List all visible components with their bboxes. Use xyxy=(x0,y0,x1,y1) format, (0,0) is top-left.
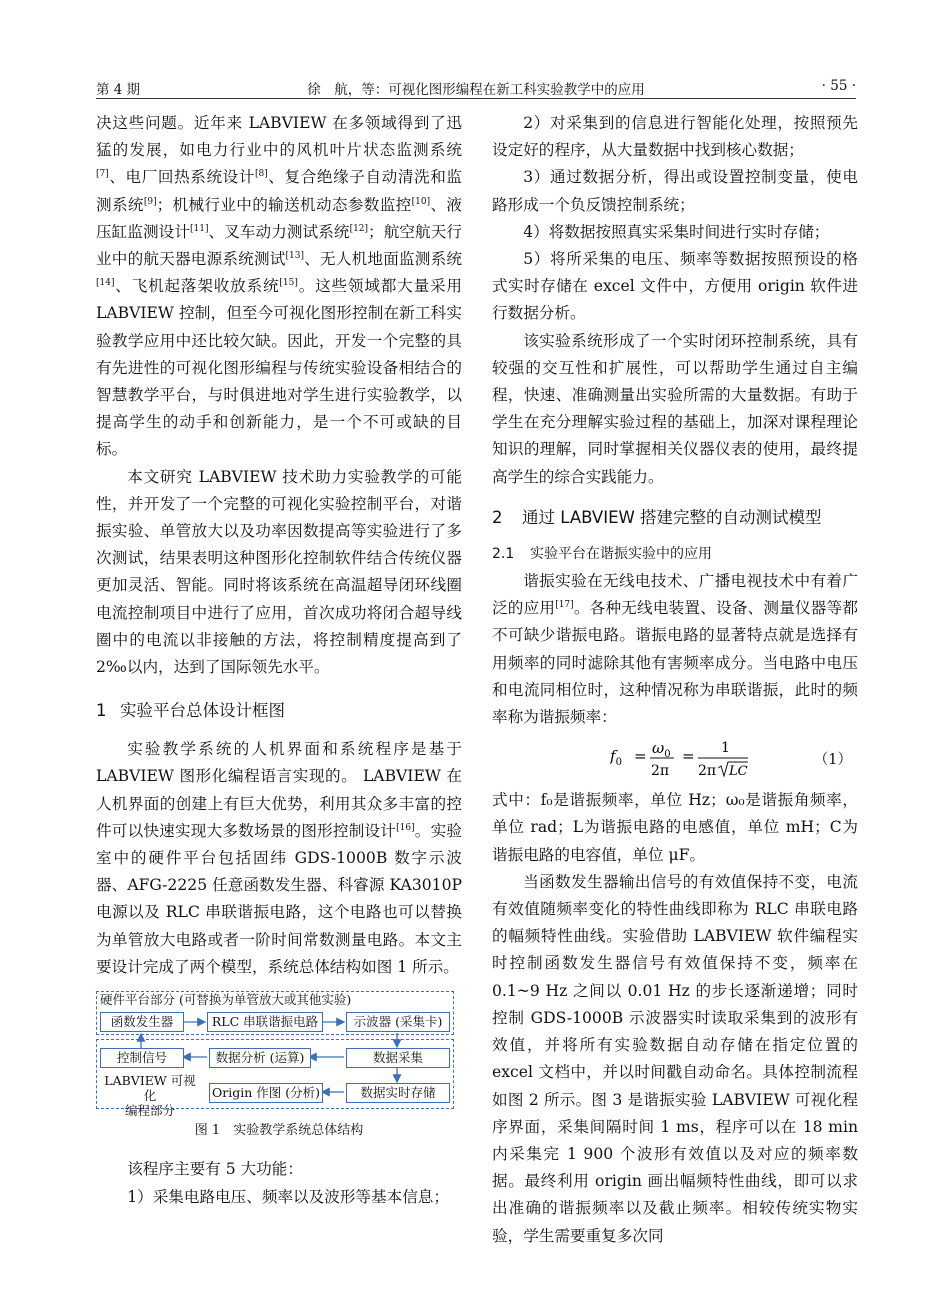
paragraph-intro-continued: 决这些问题。近年来 LABVIEW 在多领域得到了迅猛的发展，如电力行业中的风机叶片状态监测系统[7]、电厂回热系统设计[8]、复合绝缘子自动清洗和监测系统[9]；机械行业中的输送机动态参数监控[10]、液压缸监测设计[11]、叉车动力测试系统[12]；航空航天行业中的航天器电源系统测试[13]、无人机地面监测系统[14]、飞机起落架收放系统[15]。这些领域都大量采用 LABVIEW 控制，但至今可视化图形控制在新工科实验教学应用中还比较欠缺。因此，开发一个完整的具有先进性的可视化图形编程与传统实验设备相结合的智慧教学平台，与时俱进地对学生进行实验教学，以提高学生的动手和创新能力，是一个不可或缺的目标。 xyxy=(96,114,462,459)
equation-1 xyxy=(492,733,858,785)
paragraph-frequency-response: 当函数发生器输出信号的有效值保持不变，电流有效值随频率变化的特性曲线即称为 RLC 串联电路的幅频特性曲线。实验借助 LABVIEW 软件编程实时控制函数发生器信号有效值保持不变，频率在 0.1~9 Hz 之间以 0.01 Hz 的步长逐渐递增；同时控制 GDS-1000B 示波器实时读取采集到的波形有效值，并将所有实验数据自动存储在指定位置的 excel 文档中，并以时间戳自动命名。具体控制流程如图 2 所示。图 3 是谐振实验 LABVIEW 可视化程序界面，采集间隔时间 1 ms，程序可以在 18 min 内采集完 1 900 个波形有效值以及对应的频率数据。最终利用 origin 画出幅频特性曲线，即可以求出准确的谐振频率以及截止频率。相较传统实物实验，学生需要重复多次同 xyxy=(492,872,858,1245)
eq-lhs: $f_0$ xyxy=(610,747,622,769)
citation[interactable]: [8] xyxy=(255,169,268,180)
figure-1-system-structure xyxy=(96,991,456,1119)
hardware-label: 硬件平台部分 (可替换为单管放大或其他实验) xyxy=(100,992,352,1008)
box-origin-plot: Origin 作图 (分析) xyxy=(209,1083,323,1103)
list-item-4: 4）将数据按照真实采集时间进行实时存储； xyxy=(523,222,830,241)
paragraph-research: 本文研究 LABVIEW 技术助力实验教学的可能性，并开发了一个完整的可视化实验控制平台，对谐振实验、单管放大以及功率因数提高等实验进行了多次测试，结果表明这种图形化控制软件结合传统仪器更加灵活、智能。同时将该系统在高温超导闭环线圈电流控制项目中进行了应用，首次成功将闭合超导线圈中的电流以非接触的方法，将控制精度提高到了 2‰以内，达到了国际领先水平。 xyxy=(96,467,462,677)
citation[interactable]: [11] xyxy=(190,223,209,234)
citation[interactable]: [7] xyxy=(96,169,109,180)
software-label: LABVIEW 可视化 编程部分 xyxy=(104,1073,196,1119)
box-rlc-circuit: RLC 串联谐振电路 xyxy=(207,1012,323,1032)
svg-text:=: = xyxy=(634,747,647,766)
citation[interactable]: [12] xyxy=(349,223,369,234)
page-number: · 55 · xyxy=(821,78,856,94)
right-column xyxy=(492,110,858,1250)
equation-number: （1） xyxy=(813,752,852,769)
eq-mid-denominator: 2π xyxy=(651,763,670,780)
paragraph-resonance: 谐振实验在无线电技术、广播电视技术中有着广泛的应用[17]。各种无线电装置、设备、测量仪器等都不可缺少谐振电路。谐振电路的显著特点就是选择有用频率的同时滤除其他有害频率成分。当电路中电压和电流同相位时，这种情况称为串联谐振，此时的频率称为谐振频率： xyxy=(492,572,858,727)
issue-number: 第 4 期 xyxy=(96,82,141,98)
paragraph-functions-intro: 该程序主要有 5 大功能： xyxy=(127,1160,303,1179)
left-column xyxy=(96,110,462,1211)
list-item-1: 1）采集电路电压、频率以及波形等基本信息； xyxy=(127,1187,449,1206)
section-heading-2: 2 通过 LABVIEW 搭建完整的自动测试模型 xyxy=(492,507,822,527)
citation[interactable]: [15] xyxy=(279,278,298,289)
eq-rhs-numerator: 1 xyxy=(721,740,730,757)
box-control-signal: 控制信号 xyxy=(100,1048,184,1068)
figure-1-caption: 图 1 实验教学系统总体结构 xyxy=(194,1123,364,1139)
section-heading-1: 1 实验平台总体设计框图 xyxy=(96,701,285,721)
eq-rhs-den-b: LC xyxy=(729,764,748,780)
box-function-generator: 函数发生器 xyxy=(100,1012,184,1032)
list-item-3: 3）通过数据分析，得出或设置控制变量，使电路形成一个负反馈控制系统； xyxy=(492,168,858,214)
list-item-5: 5）将所采集的电压、频率等数据按照预设的格式实时存储在 excel 文件中，方便用 origin 软件进行数据分析。 xyxy=(492,250,858,323)
citation[interactable]: [14] xyxy=(96,278,115,289)
citation[interactable]: [13] xyxy=(285,250,305,261)
citation[interactable]: [16] xyxy=(396,822,415,833)
subsection-heading-2-1: 2.1 实验平台在谐振实验中的应用 xyxy=(492,545,712,562)
paragraph-platform: 实验教学系统的人机界面和系统程序是基于 LABVIEW 图形化编程语言实现的。 LABVIEW 在人机界面的创建上有巨大优势，利用其众多丰富的控件可以快速实现大多数场景的图形控制设计[16]。实验室中的硬件平台包括固纬 GDS-1000B 数字示波器、AFG-2225 任意函数发生器、科睿源 KA3010P 电源以及 RLC 串联谐振电路，这个电路也可以替换为单管放大电路或者一阶时间常数测量电路。本文主要设计完成了两个模型，系统总体结构如图 1 所示。 xyxy=(96,740,462,976)
paragraph-closed-loop: 该实验系统形成了一个实时闭环控制系统，具有较强的交互性和扩展性，可以帮助学生通过自主编程，快速、准确测量出实验所需的大量数据。有助于学生在充分理解实验过程的基础上，加深对课程理论知识的理解，同时掌握相关仪器仪表的使用，最终提高学生的综合实践能力。 xyxy=(492,331,858,486)
box-data-storage: 数据实时存储 xyxy=(346,1083,450,1103)
running-title: 徐 航，等：可视化图形编程在新工科实验教学中的应用 xyxy=(307,82,645,98)
box-oscilloscope: 示波器 (采集卡) xyxy=(346,1012,450,1032)
eq-mid-numerator: $\omega_0$ xyxy=(652,739,671,761)
box-data-analysis: 数据分析 (运算) xyxy=(209,1048,311,1068)
eq-rhs-den-a: 2π xyxy=(698,763,717,780)
equation-formula xyxy=(610,737,770,785)
box-data-acquisition: 数据采集 xyxy=(346,1048,450,1068)
citation[interactable]: [9] xyxy=(143,196,157,207)
paragraph-equation-legend: 式中：f₀是谐振频率，单位 Hz；ω₀是谐振角频率，单位 rad；L为谐振电路的电感值，单位 mH；C为谐振电路的电容值，单位 μF。 xyxy=(492,791,858,864)
running-header xyxy=(96,76,856,99)
citation[interactable]: [10] xyxy=(411,196,431,207)
citation[interactable]: [17] xyxy=(555,600,574,611)
svg-text:=: = xyxy=(682,747,695,766)
list-item-2: 2）对采集到的信息进行智能化处理，按照预先设定好的程序，从大量数据中找到核心数据； xyxy=(492,114,858,160)
